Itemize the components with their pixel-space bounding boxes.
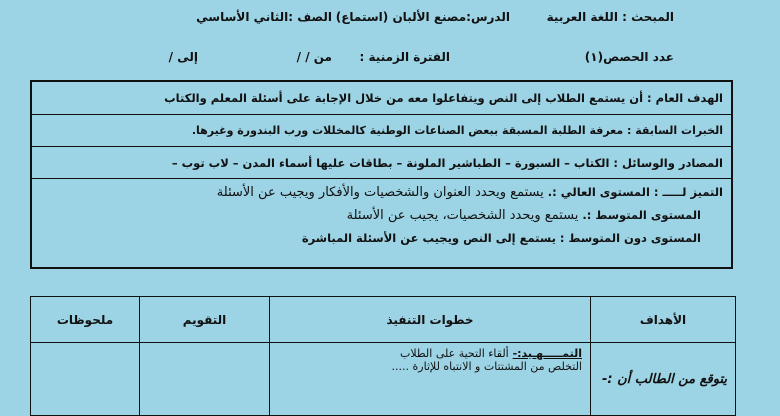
intro-label: التمـــــهـيد:- xyxy=(512,347,582,360)
header-objectives: الأهداف xyxy=(591,297,736,343)
objectives-text: يتوقع من الطالب أن :- xyxy=(601,371,727,387)
intro-text: ألقاء التحية على الطلاب xyxy=(399,347,509,360)
resources-text: المصادر والوسائل : الكتاب – السبورة – الطباشير الملونة – بطاقات عليها أسماء المدن – لاب توب – xyxy=(171,155,723,170)
plan-header-row xyxy=(31,297,736,343)
prior-row xyxy=(32,114,731,146)
lesson-label: الدرس:مصنع الألبان (استماع) xyxy=(335,10,510,24)
level-low xyxy=(302,231,701,245)
intro-line xyxy=(278,347,582,360)
prior-text: الخبرات السابقة : معرفة الطلبة المسبقة ببعض الصناعات الوطنية كالمخللات ورب البندورة وغيرها. xyxy=(191,124,723,137)
from-label: من / / xyxy=(296,50,332,64)
to-label: إلى / xyxy=(168,50,198,64)
level-low-label: المستوى دون المتوسط : xyxy=(559,231,701,245)
info-box xyxy=(30,80,733,269)
plan-table xyxy=(30,296,736,416)
level-mid xyxy=(347,208,701,223)
level-high-text: يستمع ويحدد العنوان والشخصيات والأفكار ويجيب عن الأسئلة xyxy=(216,185,544,200)
level-high xyxy=(217,185,723,200)
goal-row xyxy=(32,82,731,114)
intro-line-2: التخلص من المشتتات و الانتباه للإثارة ..... xyxy=(391,360,582,373)
goal-text: الهدف العام : أن يستمع الطلاب إلى النص ويتفاعلوا معه من خلال الإجابة على أسئلة المعلم والكتاب xyxy=(164,91,723,105)
header-evaluation: التقويم xyxy=(140,297,270,343)
header-notes: ملحوظات xyxy=(31,297,140,343)
level-mid-text: يستمع ويحدد الشخصيات، يجيب عن الأسئلة xyxy=(346,208,579,223)
subject-label: المبحث : اللغة العربية xyxy=(546,10,674,24)
header-steps: خطوات التنفيذ xyxy=(270,297,591,343)
period-label: الفترة الزمنية : xyxy=(359,50,450,64)
sessions-label: عدد الحصص(١) xyxy=(584,50,674,64)
grade-label: الصف :الثاني الأساسي xyxy=(196,10,332,24)
resources-row xyxy=(32,146,731,178)
level-high-label: التميز لـــــ : المستوى العالي :. xyxy=(547,185,723,199)
level-mid-label: المستوى المتوسط :. xyxy=(582,208,701,222)
differentiation-row xyxy=(32,178,731,269)
level-low-text: يستمع إلى النص ويجيب عن الأسئلة المباشرة xyxy=(301,231,556,245)
